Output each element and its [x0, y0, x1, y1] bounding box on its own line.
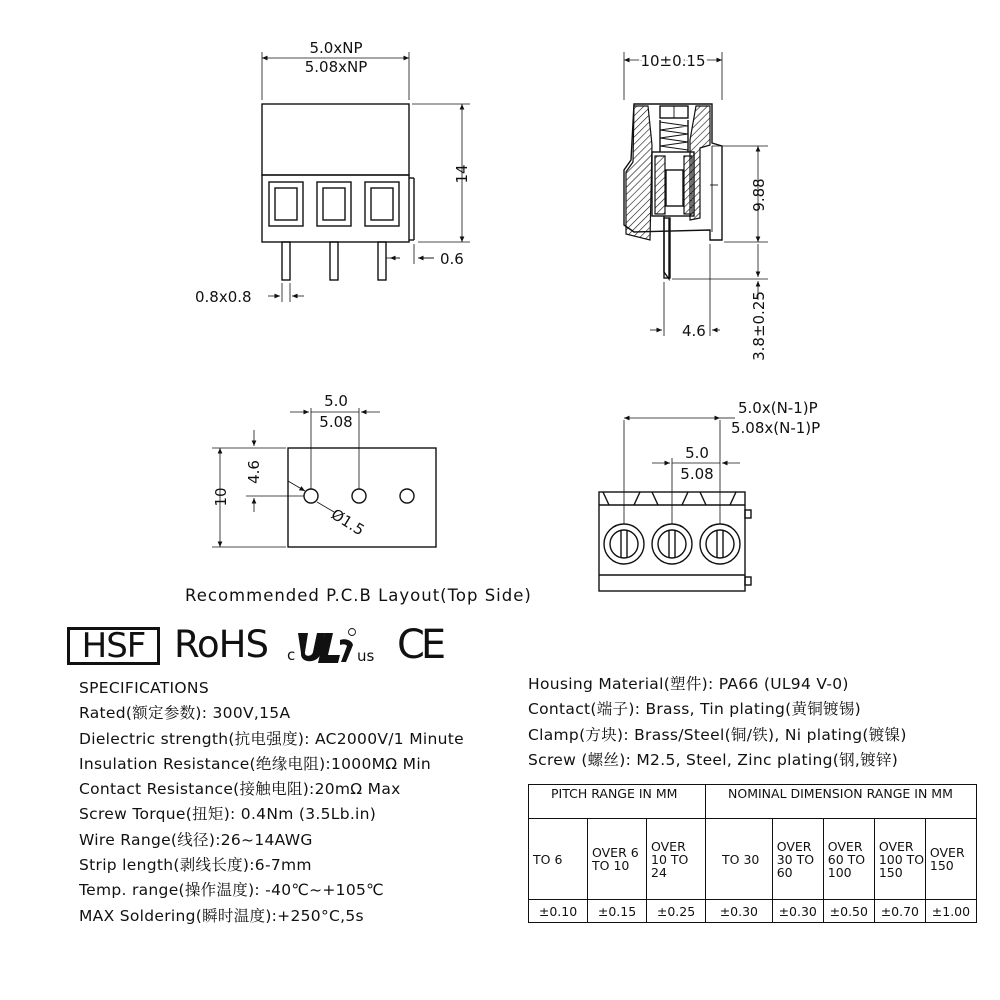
spec-line: Strip length(剥线长度):6-7mm — [79, 856, 312, 875]
pitch-range-cell: TO 6 — [529, 819, 588, 900]
spec-line: Contact(端子): Brass, Tin plating(黄铜镀锡) — [528, 700, 861, 719]
screw-head — [652, 524, 692, 564]
pcb-layout — [185, 392, 532, 605]
dim-depth: 10±0.15 — [640, 52, 706, 70]
dim-pin-size: 0.8x0.8 — [195, 288, 252, 306]
side-view — [624, 52, 768, 361]
spec-line: Contact Resistance(接触电阻):20mΩ Max — [79, 780, 401, 799]
spec-line: Housing Material(塑件): PA66 (UL94 V-0) — [528, 675, 849, 693]
dim-side-height: 9.88 — [750, 178, 768, 212]
pcb-hole — [400, 489, 414, 503]
specifications-title: SPECIFICATIONS — [79, 679, 209, 697]
nominal-tolerance-cell: ±1.00 — [925, 900, 976, 923]
spec-line: Wire Range(线径):26~14AWG — [79, 830, 313, 849]
dim-total-b: 5.08x(N-1)P — [731, 419, 821, 437]
pitch-tolerance-cell: ±0.15 — [588, 900, 647, 923]
nominal-range-cell: TO 30 — [706, 819, 773, 900]
spec-line: Rated(额定参数): 300V,15A — [79, 704, 291, 723]
dim-pcb-edge: 4.6 — [245, 460, 263, 484]
nominal-tolerance-cell: ±0.30 — [772, 900, 823, 923]
screw-head — [604, 524, 644, 564]
terminal-opening — [365, 182, 399, 226]
pin — [330, 242, 338, 280]
dim-pcb-hole: Ø1.5 — [327, 505, 368, 540]
pitch-range-cell: OVER 6 TO 10 — [588, 819, 647, 900]
spec-line: Dielectric strength(抗电强度): AC2000V/1 Minute — [79, 729, 464, 748]
nominal-tolerance-cell: ±0.70 — [874, 900, 925, 923]
spec-line: Temp. range(操作温度): -40℃~+105℃ — [79, 881, 384, 900]
dim-top-pitch-b: 5.08 — [680, 465, 714, 483]
nominal-range-cell: OVER 150 — [925, 819, 976, 900]
dim-total-a: 5.0x(N-1)P — [738, 399, 818, 417]
dim-pitch-np-b: 5.08xNP — [304, 58, 368, 76]
nominal-tolerance-cell: ±0.30 — [706, 900, 773, 923]
specifications-left — [79, 676, 464, 929]
screw-head — [700, 524, 740, 564]
pitch-tolerance-cell: ±0.10 — [529, 900, 588, 923]
front-view — [195, 39, 471, 306]
pcb-hole — [304, 489, 318, 503]
spec-line: Screw (螺丝): M2.5, Steel, Zinc plating(钢,镀锌) — [528, 750, 899, 769]
pitch-range-cell: OVER 10 TO 24 — [647, 819, 706, 900]
dim-pcb-pitch-a: 5.0 — [324, 392, 348, 410]
nominal-tolerance-cell: ±0.50 — [823, 900, 874, 923]
spec-line: Insulation Resistance(绝缘电阻):1000MΩ Min — [79, 754, 432, 773]
dim-pcb-width: 10 — [212, 487, 230, 507]
dim-pin-offset: 0.6 — [440, 250, 464, 268]
terminal-opening — [269, 182, 303, 226]
dim-pin-length: 3.8±0.25 — [750, 291, 768, 361]
pcb-caption: Recommended P.C.B Layout(Top Side) — [185, 586, 532, 605]
pitch-range-header: PITCH RANGE IN MM — [529, 785, 706, 819]
spec-line: Screw Torque(扭矩): 0.4Nm (3.5Lb.in) — [79, 805, 377, 824]
spec-line: Clamp(方块): Brass/Steel(铜/铁), Ni plating(镀镍) — [528, 725, 907, 744]
ul-c-label: c — [287, 646, 296, 664]
dim-pitch-np-a: 5.0xNP — [309, 39, 363, 57]
dim-top-pitch-a: 5.0 — [685, 444, 709, 462]
pitch-tolerance-cell: ±0.25 — [647, 900, 706, 923]
dim-pcb-pitch-b: 5.08 — [319, 413, 353, 431]
nominal-range-cell: OVER 100 TO 150 — [874, 819, 925, 900]
terminal-opening — [317, 182, 351, 226]
dim-pin-pos: 4.6 — [682, 322, 706, 340]
nominal-range-cell: OVER 60 TO 100 — [823, 819, 874, 900]
specifications-right — [528, 672, 907, 773]
hsf-logo: HSF — [67, 627, 160, 665]
pcb-hole — [352, 489, 366, 503]
pin — [282, 242, 290, 280]
spec-line: MAX Soldering(瞬时温度):+250°C,5s — [79, 906, 364, 925]
nominal-range-header: NOMINAL DIMENSION RANGE IN MM — [706, 785, 977, 819]
pin — [378, 242, 386, 280]
ce-mark: CE — [397, 622, 443, 668]
tolerance-table — [528, 784, 977, 923]
ul-mark — [287, 629, 375, 666]
dim-height-14: 14 — [453, 164, 471, 184]
ul-us-label: us — [357, 647, 375, 665]
nominal-range-cell: OVER 30 TO 60 — [772, 819, 823, 900]
top-view — [599, 399, 820, 591]
rohs-logo: RoHS — [174, 623, 268, 666]
